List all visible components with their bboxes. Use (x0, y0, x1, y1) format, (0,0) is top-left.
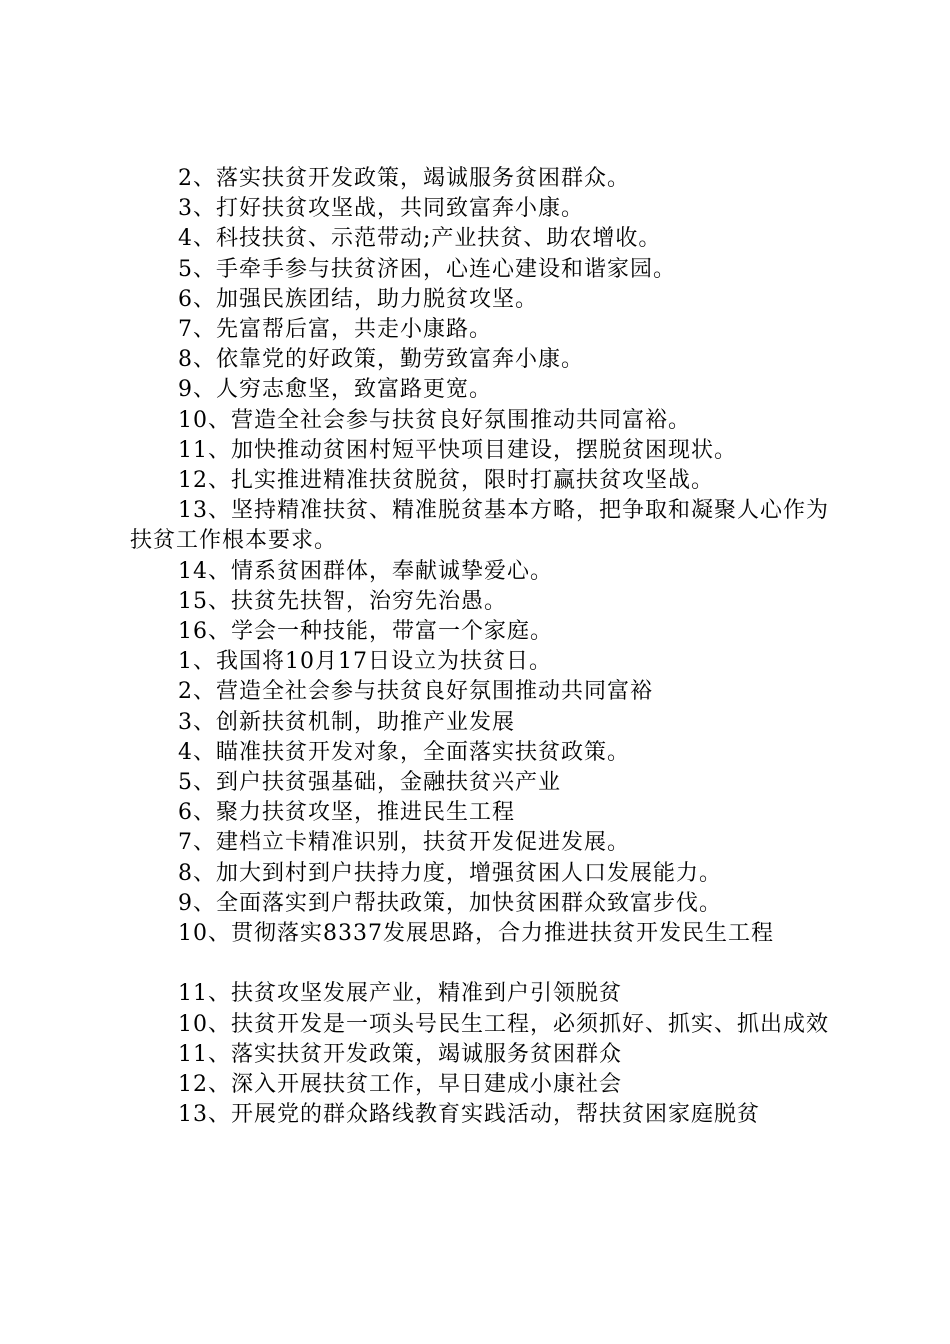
paragraph: 11、加快推动贫困村短平快项目建设，摆脱贫困现状。 (178, 437, 737, 463)
paragraph: 1、我国将10月17日设立为扶贫日。 (178, 649, 552, 675)
paragraph: 12、深入开展扶贫工作，早日建成小康社会 (178, 1072, 622, 1098)
paragraph: 12、扎实推进精准扶贫脱贫，限时打赢扶贫攻坚战。 (178, 468, 714, 494)
paragraph: 5、到户扶贫强基础，金融扶贫兴产业 (178, 770, 561, 796)
paragraph: 2、营造全社会参与扶贫良好氛围推动共同富裕 (178, 679, 653, 705)
paragraph: 9、全面落实到户帮扶政策，加快贫困群众致富步伐。 (178, 890, 722, 916)
paragraph: 11、扶贫攻坚发展产业，精准到户引领脱贫 (178, 981, 622, 1007)
paragraph: 15、扶贫先扶智，治穷先治愚。 (178, 588, 507, 614)
paragraph: 6、聚力扶贫攻坚，推进民生工程 (178, 800, 515, 826)
paragraph: 5、手牵手参与扶贫济困，心连心建设和谐家园。 (178, 256, 676, 282)
paragraph: 11、落实扶贫开发政策，竭诚服务贫困群众 (178, 1041, 622, 1067)
paragraph: 3、打好扶贫攻坚战，共同致富奔小康。 (178, 196, 584, 222)
paragraph: 6、加强民族团结，助力脱贫攻坚。 (178, 286, 538, 312)
paragraph: 10、贯彻落实8337发展思路，合力推进扶贫开发民生工程 (178, 921, 774, 947)
document-body (130, 164, 832, 1130)
paragraph: 7、先富帮后富，共走小康路。 (178, 317, 492, 343)
paragraph: 7、建档立卡精准识别，扶贫开发促进发展。 (178, 830, 630, 856)
paragraph: 13、坚持精准扶贫、精准脱贫基本方略，把争取和凝聚人心作为扶贫工作根本要求。 (130, 498, 829, 554)
paragraph: 2、落实扶贫开发政策，竭诚服务贫困群众。 (178, 166, 630, 191)
paragraph: 13、开展党的群众路线教育实践活动，帮扶贫困家庭脱贫 (178, 1102, 760, 1128)
paragraph: 4、瞄准扶贫开发对象，全面落实扶贫政策。 (178, 739, 630, 765)
paragraph: 10、营造全社会参与扶贫良好氛围推动共同富裕。 (178, 407, 691, 433)
paragraph: 16、学会一种技能，带富一个家庭。 (178, 619, 553, 645)
paragraph: 8、加大到村到户扶持力度，增强贫困人口发展能力。 (178, 860, 722, 886)
paragraph: 8、依靠党的好政策，勤劳致富奔小康。 (178, 347, 584, 373)
paragraph: 14、情系贫困群体，奉献诚挚爱心。 (178, 558, 553, 584)
paragraph: 3、创新扶贫机制，助推产业发展 (178, 709, 515, 735)
blank-paragraph (130, 949, 832, 979)
paragraph: 9、人穷志愈坚，致富路更宽。 (178, 377, 492, 403)
paragraph: 4、科技扶贫、示范带动;产业扶贫、助农增收。 (178, 226, 662, 252)
paragraph: 10、扶贫开发是一项头号民生工程，必须抓好、抓实、抓出成效 (178, 1011, 829, 1037)
